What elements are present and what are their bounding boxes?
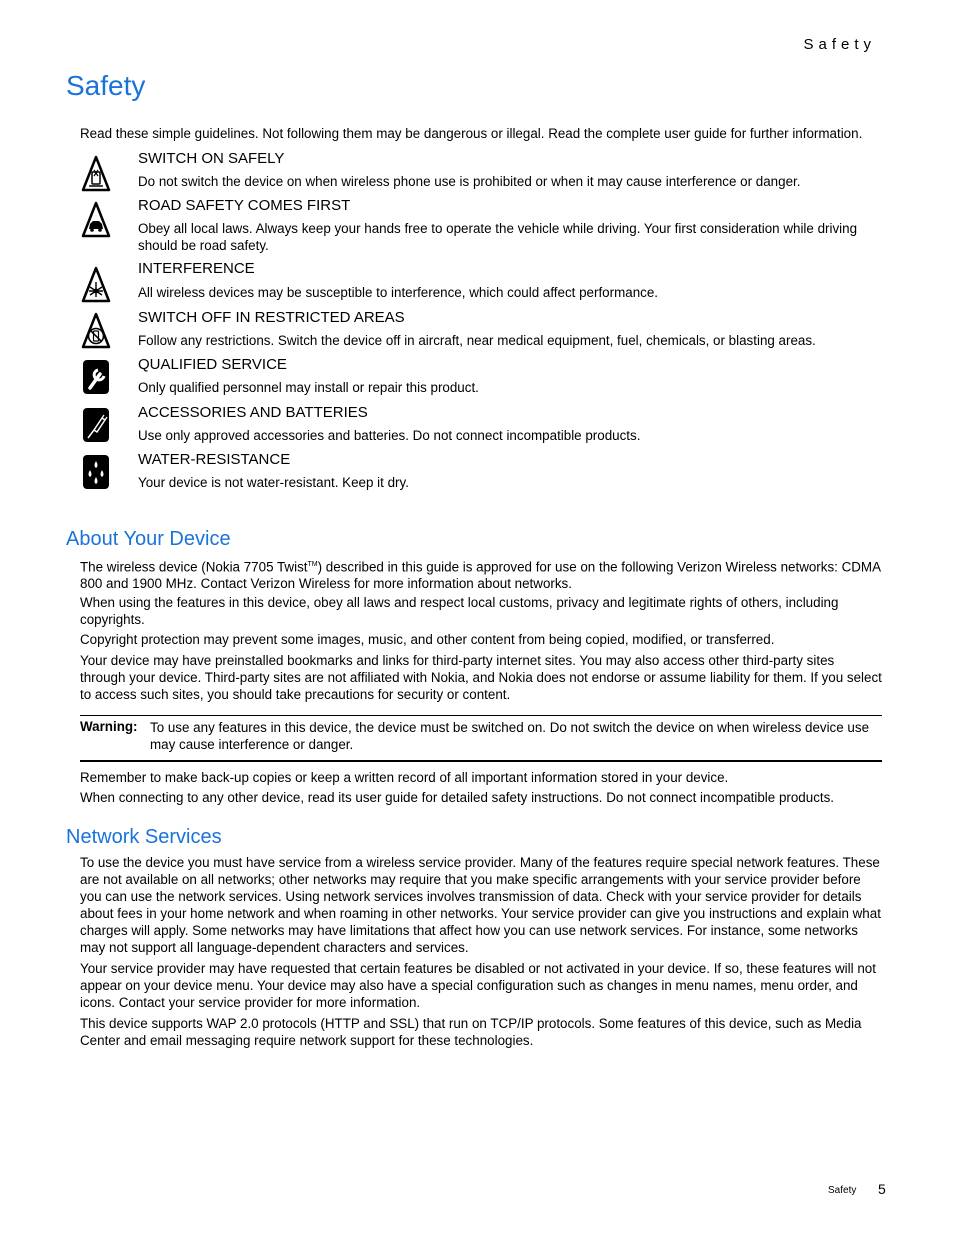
item-title-interference: INTERFERENCE: [138, 260, 255, 277]
item-text-qualified-service: Only qualified personnel may install or repair this product.: [138, 380, 479, 395]
water-drops-icon: [81, 453, 111, 491]
item-text-accessories: Use only approved accessories and batteries. Do not connect incompatible products.: [138, 428, 641, 443]
page-title: Safety: [66, 70, 146, 101]
warning-bottom-rule: [80, 760, 882, 762]
network-paragraph-2: Your service provider may have requested that certain features be disabled or not activated in your device. If so, these features will not appear on your device menu. Your device may also have a special configuration such as changes in menu names, menu order, and icons. Contact your service provider for more information.: [80, 961, 876, 1010]
interference-warning-icon: [81, 266, 111, 304]
item-title-switch-on: SWITCH ON SAFELY: [138, 150, 285, 167]
item-title-water-resistance: WATER-RESISTANCE: [138, 451, 291, 468]
about-paragraph-3: Copyright protection may prevent some images, music, and other content from being copied, modified, or transferred.: [80, 632, 775, 647]
item-title-restricted: SWITCH OFF IN RESTRICTED AREAS: [138, 309, 405, 326]
wrench-icon: [81, 358, 111, 396]
warning-label: Warning:: [80, 719, 138, 734]
about-paragraph-6: When connecting to any other device, read its user guide for detailed safety instructions. Do not connect incompatible products.: [80, 790, 835, 805]
network-paragraph-3: This device supports WAP 2.0 protocols (HTTP and SSL) that run on TCP/IP protocols. Some features of this device, such as Media Center and email messaging require network support for these technologies.: [80, 1016, 862, 1048]
item-text-switch-on: Do not switch the device on when wireless phone use is prohibited or when it may cause interference or danger.: [138, 174, 801, 189]
network-paragraph-1: To use the device you must have service from a wireless service provider. Many of the features require special network features. These are not available on all networks; other networks may require that you make specific arrangements with your service provider before you can use the network services. Using network services involves transmission of data. Check with your service provider for details about fees in your home network and when roaming in other networks. Your service provider can give you instructions and explain what charges will apply. Some networks may have limitations that affect how you can use network services. For instance, some networks may not support all language-dependent characters and services.: [80, 855, 881, 955]
warning-text: To use any features in this device, the device must be switched on. Do not switch the device on when wireless device use may cause interference or danger.: [150, 720, 870, 752]
item-text-restricted: Follow any restrictions. Switch the device off in aircraft, near medical equipment, fuel, chemicals, or blasting areas.: [138, 333, 816, 348]
plug-icon: [81, 406, 111, 444]
footer-section-label: Safety: [828, 1185, 857, 1196]
network-heading: Network Services: [66, 826, 222, 848]
item-text-interference: All wireless devices may be susceptible to interference, which could affect performance.: [138, 285, 659, 300]
page-number: 5: [878, 1181, 886, 1197]
about-paragraph-2: When using the features in this device, obey all laws and respect local customs, privacy and legitimate rights of others, including copyrights.: [80, 595, 839, 627]
phone-warning-icon: [81, 155, 111, 193]
restricted-area-icon: [81, 312, 111, 350]
about-heading: About Your Device: [66, 528, 231, 550]
item-title-accessories: ACCESSORIES AND BATTERIES: [138, 404, 368, 421]
car-warning-icon: [81, 201, 111, 239]
about-paragraph-4: Your device may have preinstalled bookmarks and links for third-party internet sites. You may also access other third-party sites through your device. Third-party sites are not affiliated with Nokia, and Nokia does not endorse or assume liability for them. If you select to access such sites, you should take precautions for security or content.: [80, 653, 882, 702]
item-title-qualified-service: QUALIFIED SERVICE: [138, 356, 287, 373]
item-text-water-resistance: Your device is not water-resistant. Keep it dry.: [138, 475, 409, 490]
about-paragraph-5: Remember to make back-up copies or keep a written record of all important information stored in your device.: [80, 770, 729, 785]
about-paragraph-1: The wireless device (Nokia 7705 Twist™) described in this guide is approved for use on the following Verizon Wireless networks: CDMA 800 and 1900 MHz. Contact Verizon Wireless for more information about networks.: [80, 559, 881, 592]
warning-top-rule: [80, 715, 882, 716]
item-text-road-safety: Obey all local laws. Always keep your hands free to operate the vehicle while driving. Your first consideration while driving should be road safety.: [138, 221, 858, 253]
item-title-road-safety: ROAD SAFETY COMES FIRST: [138, 197, 351, 214]
running-head: Safety: [803, 36, 876, 53]
intro-paragraph: Read these simple guidelines. Not following them may be dangerous or illegal. Read the complete user guide for further information.: [80, 126, 863, 141]
